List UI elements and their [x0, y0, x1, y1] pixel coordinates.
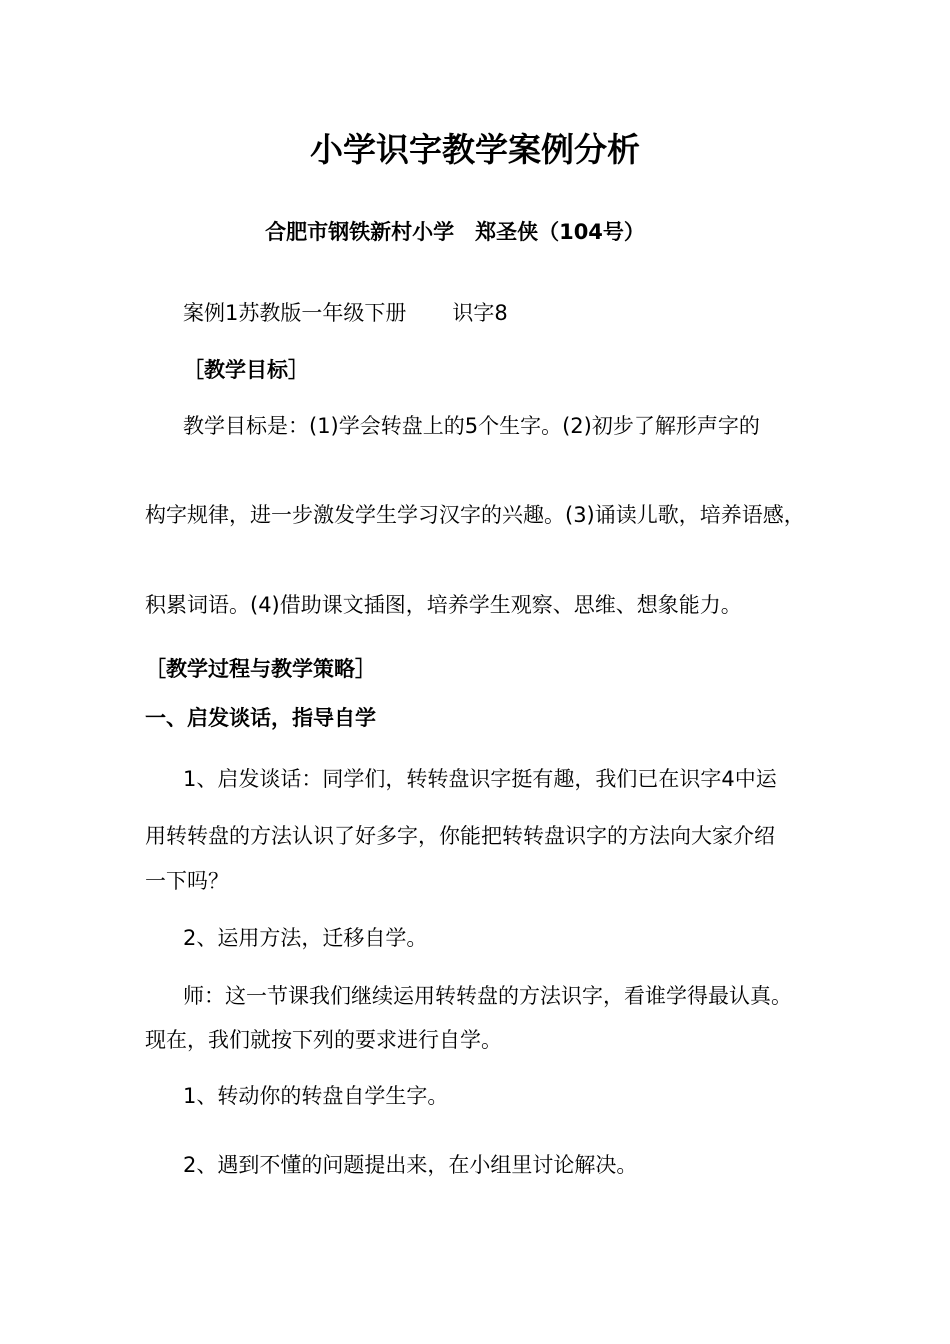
goals-paragraph-line: 构字规律，进一步激发学生学习汉字的兴趣。(3)诵读儿歌，培养语感， — [145, 503, 805, 527]
section-goals-heading: ［教学目标］ — [183, 358, 309, 382]
case-label: 案例1苏教版一年级下册 — [183, 301, 407, 325]
teacher-paragraph-line: 师：这一节课我们继续运用转转盘的方法识字，看谁学得最认真。 — [183, 984, 792, 1008]
goals-paragraph-line: 教学目标是：(1)学会转盘上的5个生字。(2)初步了解形声字的 — [183, 414, 760, 438]
step2-line: 2、运用方法，迁移自学。 — [183, 926, 428, 950]
goals-paragraph-line: 积累词语。(4)借助课文插图，培养学生观察、思维、想象能力。 — [145, 593, 742, 617]
part-one-heading: 一、启发谈话，指导自学 — [145, 706, 376, 730]
document-title: 小学识字教学案例分析 — [310, 130, 640, 169]
requirement-item: 2、遇到不懂的问题提出来，在小组里讨论解决。 — [183, 1153, 638, 1177]
section-process-heading: ［教学过程与教学策略］ — [145, 657, 376, 681]
teacher-paragraph-line: 现在，我们就按下列的要求进行自学。 — [145, 1028, 502, 1052]
step1-paragraph-line: 1、启发谈话：同学们，转转盘识字挺有趣，我们已在识字4中运 — [183, 767, 777, 791]
case-lesson: 识字8 — [452, 301, 508, 325]
case-heading — [183, 298, 508, 328]
step1-paragraph-line: 一下吗？ — [145, 869, 229, 893]
step1-paragraph-line: 用转转盘的方法认识了好多字，你能把转转盘识字的方法向大家介绍 — [145, 824, 775, 848]
author-line: 合肥市钢铁新村小学 郑圣侠（104号） — [265, 220, 645, 244]
requirement-item: 1、转动你的转盘自学生字。 — [183, 1084, 449, 1108]
